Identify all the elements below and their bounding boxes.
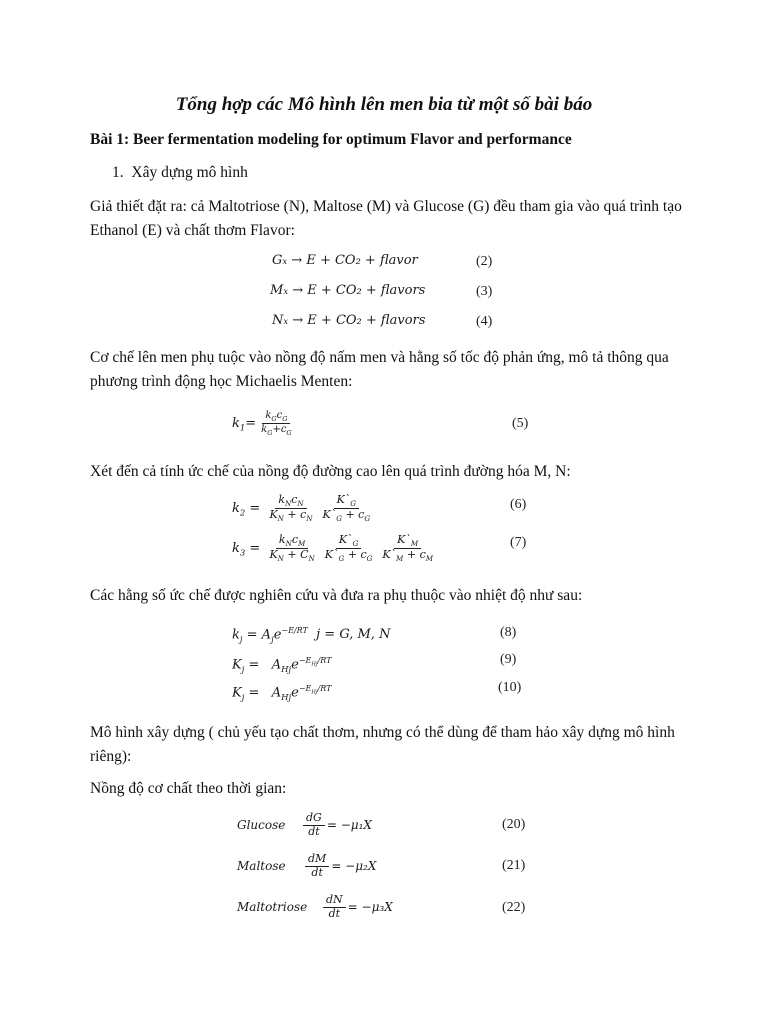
equation-ode-glucose: Glucose $\frac{dG}{dt}$ = −μ₁X — [237, 811, 372, 838]
paragraph-mechanism: Cơ chế lên men phụ tuộc vào nồng độ nấm men và hằng số tốc độ phản ứng, mô tả thông qua phương trình động học Michaelis Menten: — [90, 349, 669, 390]
equation-k3: $k_3$ = $\frac{k_Nc_M}{K_N + C_N}$ $\frac{K`_G}{K`_G + c_G}$ $\frac{K`_M}{K`_M + c_M}$ — [232, 533, 434, 564]
list-item: 1. Xây dựng mô hình — [112, 164, 248, 181]
equation-number: (2) — [476, 254, 493, 269]
equation-number: (5) — [512, 416, 529, 431]
equation-ode-maltotriose: Maltotriose $\frac{dN}{dt}$ = −μ₃X — [237, 893, 393, 920]
equation-number: (7) — [510, 535, 527, 550]
paragraph-inhibition: Xét đến cả tính ức chế của nồng độ đường cao lên quá trình đường hóa M, N: — [90, 463, 571, 480]
paragraph-assumption: Giả thiết đặt ra: cả Maltotriose (N), Maltose (M) và Glucose (G) đều tham gia vào quá trình tạo Ethanol (E) và chất thơm Flavor: — [90, 198, 682, 239]
section-heading: Bài 1: Beer fermentation modeling for optimum Flavor and performance — [90, 131, 572, 148]
equation-michaelis-menten: $k_1=$ $\frac{k_Gc_G}{k_G+c_G}$ — [232, 410, 292, 438]
page-title: Tổng hợp các Mô hình lên men bia từ một số bài báo — [175, 94, 593, 115]
paragraph-substrate: Nồng độ cơ chất theo thời gian: — [90, 780, 287, 797]
equation-ode-maltose: Maltose $\frac{dM}{dt}$ = −μ₂X — [237, 852, 377, 879]
equation-number: (9) — [500, 652, 517, 667]
equation-Kj-first: $K_j = A_{Hj}e^{-E_{Hj}/RT}$ — [232, 656, 332, 674]
equation-number: (3) — [476, 284, 493, 299]
equation-reaction-maltotriose: N x → E + CO₂ + flavors — [272, 313, 426, 328]
equation-number: (6) — [510, 497, 527, 512]
equation-Kj-second: $K_j = A_{Hj}e^{-E_{Hj}/RT}$ — [232, 684, 332, 702]
equation-number: (10) — [498, 680, 522, 695]
equation-reaction-glucose: G x → E + CO₂ + flavor — [272, 253, 418, 268]
equation-number: (8) — [500, 625, 517, 640]
equation-kj-arrhenius: $k_j = A_je^{-E/RT}$ j = G, M, N — [232, 626, 391, 644]
paragraph-constants: Các hằng số ức chế được nghiên cứu và đưa ra phụ thuộc vào nhiệt độ như sau: — [90, 587, 583, 604]
equation-number: (4) — [476, 314, 493, 329]
equation-number: (20) — [502, 817, 526, 832]
equation-number: (22) — [502, 900, 526, 915]
paragraph-model: Mô hình xây dựng ( chủ yếu tạo chất thơm, nhưng có thể dùng để tham hảo xây dựng mô hình riêng): — [90, 724, 675, 765]
equation-k2: $k_2$ = $\frac{k_Nc_N}{K_N + c_N}$ $\frac{K`_G}{K`_G + c_G}$ — [232, 493, 371, 524]
equation-number: (21) — [502, 858, 526, 873]
equation-reaction-maltose: M x → E + CO₂ + flavors — [270, 283, 426, 298]
